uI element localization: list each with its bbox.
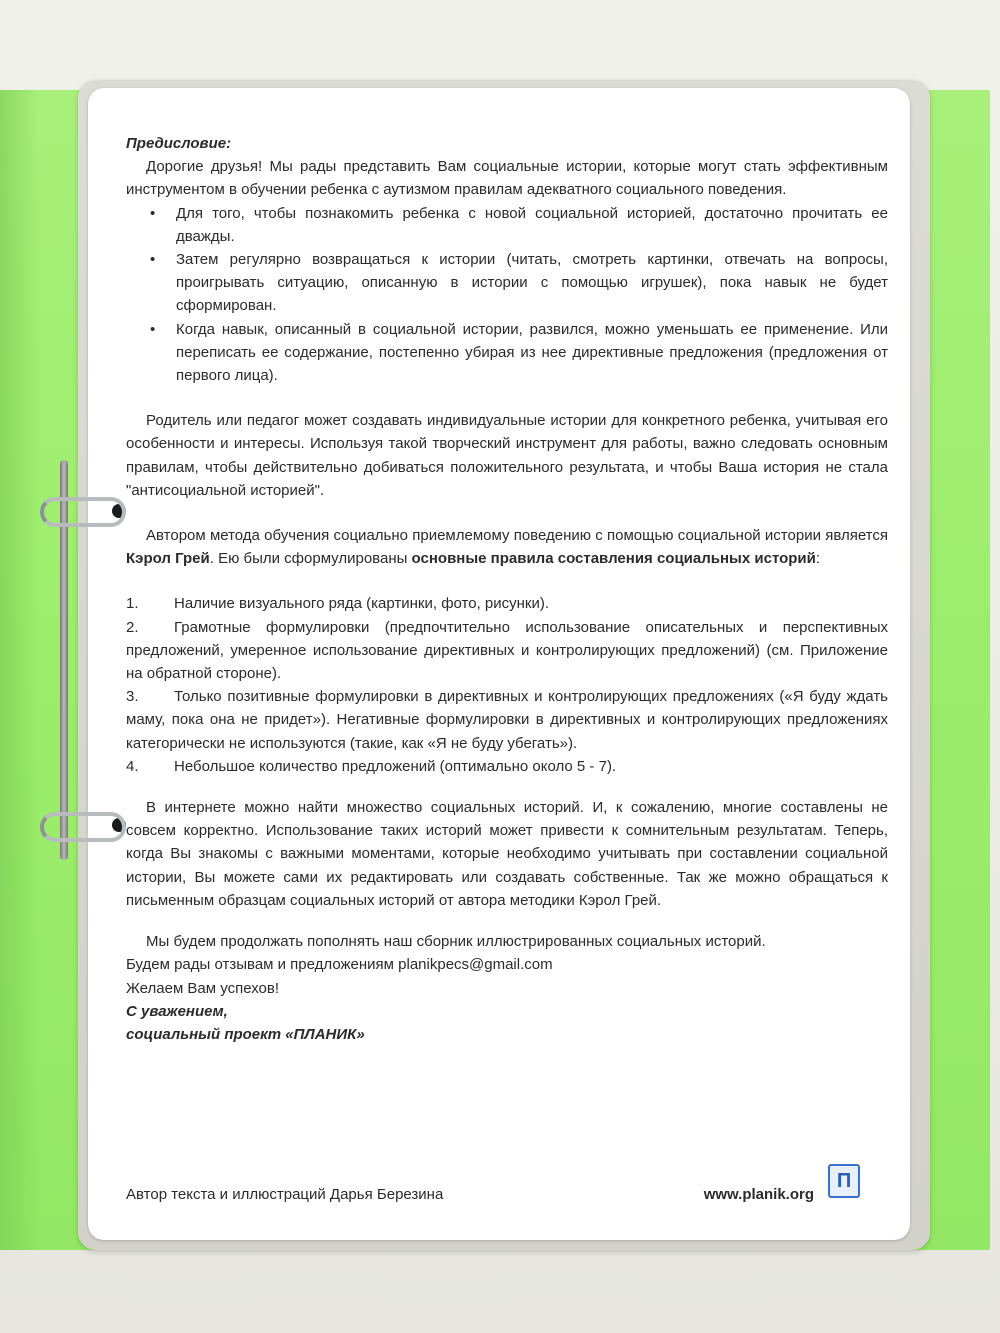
document-title: Предисловие: — [126, 135, 232, 152]
planik-logo-icon: П — [828, 1164, 860, 1198]
closing-line: Мы будем продолжать пополнять наш сборник иллюстрированных социальных историй. — [146, 933, 766, 951]
rules-heading: основные правила составления социальных историй — [411, 550, 816, 568]
closing-line: Желаем Вам успехов! — [126, 979, 280, 997]
list-item: 2. Грамотные формулировки (предпочтительно использование описательных и перспективных предложений, умеренное использование директивных и контролирующих предложений) (см. Приложение на обратной стороне). — [126, 618, 888, 683]
folder-shadow — [0, 90, 40, 1250]
author-name: Кэрол Грей — [126, 550, 210, 568]
list-item: • Когда навык, описанный в социальной истории, развился, можно уменьшать ее применение. Или переписать ее содержание, постепенно убирая из нее директивные предложения (предложения от первого лица). — [176, 318, 888, 388]
rules-list — [126, 592, 888, 778]
binder-ring-bottom — [40, 812, 126, 842]
list-item: 3. Только позитивные формулировки в директивных и контролирующих предложениях («Я буду ждать маму, пока она не придет»). Негативные формулировки в директивных и контролирующих предложениях категорически не используются (такие, как «Я не буду убегать»). — [126, 688, 888, 752]
closing-line: Будем рады отзывам и предложениям planikpecs@gmail.com — [126, 956, 553, 974]
footer-website: www.planik.org — [703, 1186, 814, 1203]
internet-paragraph: В интернете можно найти множество социальных историй. И, к сожалению, многие составлены не совсем корректно. Использование таких историй может привести к сомнительным результатам. Теперь, когда Вы знакомы с важными моментами, которые необходимо учитывать при составлении социальной истории, Вы можете сами их редактировать или создавать собственные. Так же можно обращаться к письменным образцам социальных историй от автора методики Кэрол Грей. — [126, 799, 888, 909]
page-footer — [126, 1186, 866, 1212]
signature-line: социальный проект «ПЛАНИК» — [126, 1025, 365, 1043]
list-item: 4. Небольшое количество предложений (оптимально около 5 - 7). — [126, 757, 617, 775]
footer-author: Автор текста и иллюстраций Дарья Березина — [126, 1186, 444, 1203]
list-item: • Для того, чтобы познакомить ребенка с новой социальной историей, достаточно прочитать ее дважды. — [176, 202, 888, 248]
recommendation-list — [126, 202, 888, 388]
list-item: 1. Наличие визуального ряда (картинки, фото, рисунки). — [126, 595, 550, 613]
parents-paragraph: Родитель или педагог может создавать индивидуальные истории для конкретного ребенка, учитывая его особенности и интересы. Используя такой творческий инструмент для работы, важно следовать основным правилам, чтобы действительно добиваться положительного результата, и чтобы Ваша история не стала "антисоциальной историей". — [126, 412, 888, 499]
document-text — [126, 132, 888, 1046]
author-paragraph: Автором метода обучения социально приемлемому поведению с помощью социальной истории является Кэрол Грей. Ею были сформулированы основные правила составления социальных историй: — [126, 527, 888, 568]
binder-ring-top — [40, 497, 126, 527]
signature-line: С уважением, — [126, 1002, 228, 1020]
intro-paragraph: Дорогие друзья! Мы рады представить Вам социальные истории, которые могут стать эффективным инструментом в обучении ребенка с аутизмом правилам адекватного социального поведения. — [126, 158, 888, 199]
list-item: • Затем регулярно возвращаться к истории (читать, смотреть картинки, отвечать на вопросы, проигрывать ситуацию, описанную в истории с помощью игрушек), пока навык не будет сформирован. — [176, 248, 888, 318]
